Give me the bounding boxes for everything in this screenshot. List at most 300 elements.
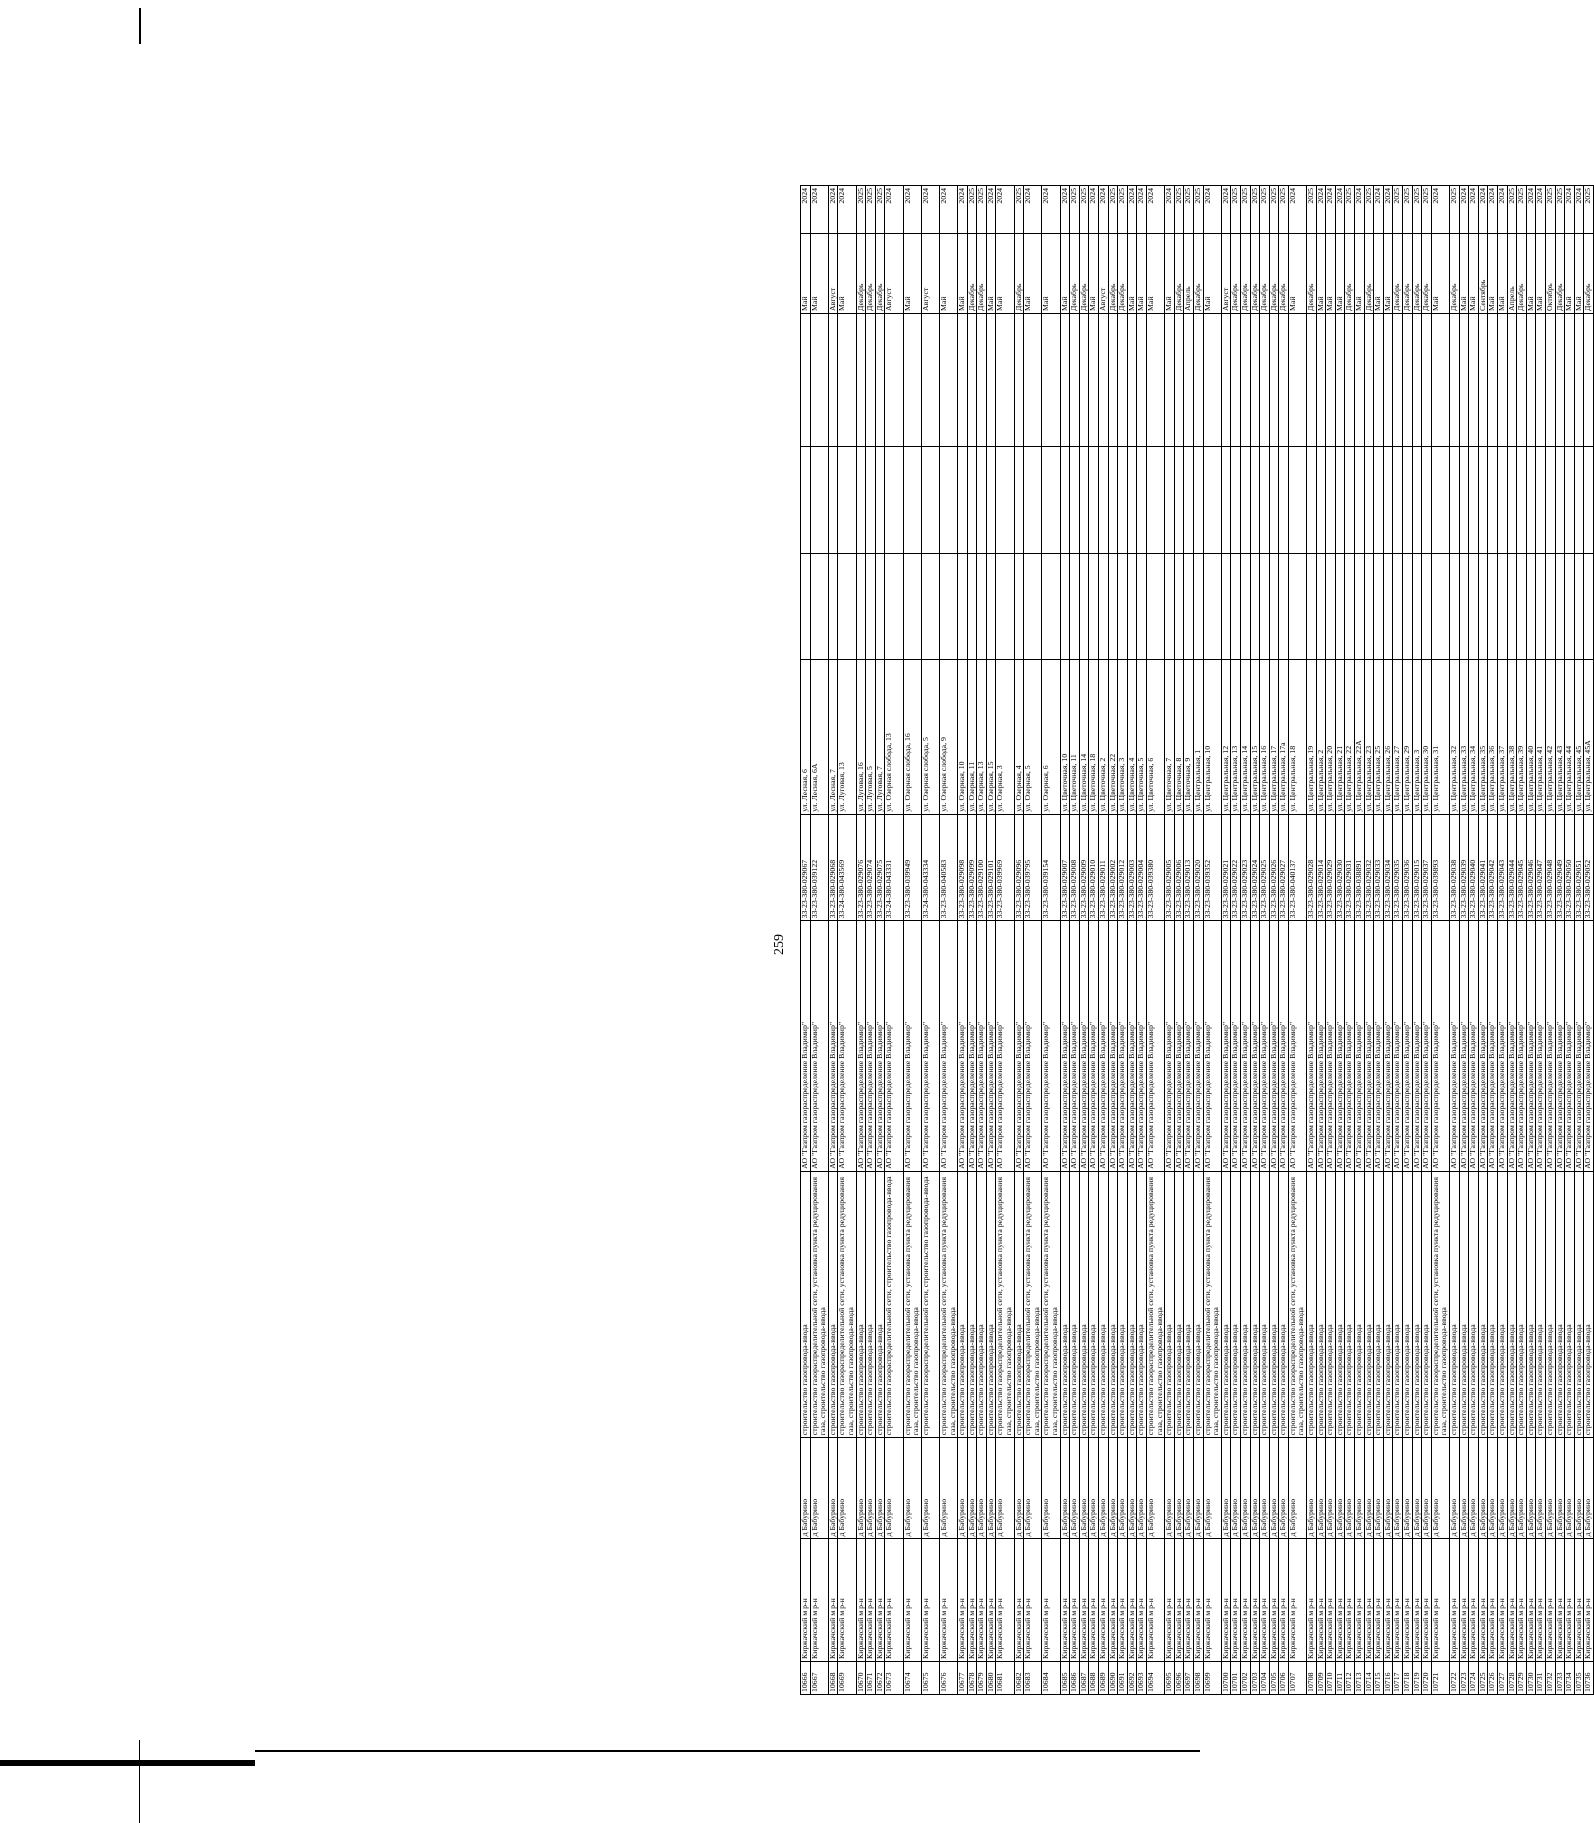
- address-cell: ул. Цветочная, 14: [1079, 660, 1089, 815]
- district-cell: Киржачский м р-н: [939, 1539, 957, 1662]
- year-cell: 2024: [996, 186, 1014, 234]
- row-number-cell: 10693: [1137, 1661, 1147, 1694]
- month-cell: Май: [1383, 234, 1393, 314]
- empty-cell: [1288, 553, 1306, 660]
- work-type-cell: строительство газопровода-ввода: [1507, 1171, 1517, 1437]
- empty-cell: [1383, 447, 1393, 554]
- address-cell: ул. Центральная, 19: [1307, 660, 1317, 815]
- table-row: [967, 186, 977, 1695]
- district-cell: Киржачский м р-н: [1574, 1539, 1584, 1662]
- work-type-cell: строительство газопровода-ввода: [1326, 1171, 1336, 1437]
- work-type-cell: строительство газораспределительной сети, установка пункта редуцирования газа, строительство газопровода-ввода: [939, 1171, 957, 1437]
- year-cell: 2024: [958, 186, 968, 234]
- table-row: [1469, 186, 1479, 1695]
- row-number-cell: 10720: [1422, 1661, 1432, 1694]
- empty-cell: [996, 313, 1014, 446]
- district-cell: Киржачский м р-н: [866, 1539, 876, 1662]
- empty-cell: [1184, 553, 1194, 660]
- year-cell: 2024: [1203, 186, 1221, 234]
- organization-cell: АО "Газпром газораспределение Владимир": [1165, 921, 1175, 1171]
- empty-cell: [1108, 447, 1118, 554]
- locality-cell: д Бабурино: [1536, 1438, 1546, 1539]
- empty-cell: [1412, 313, 1422, 446]
- work-type-cell: строительство газопровода-ввода: [1260, 1171, 1270, 1437]
- row-number-cell: 10713: [1355, 1661, 1365, 1694]
- table-row: [1478, 186, 1488, 1695]
- table-row: [1526, 186, 1536, 1695]
- empty-cell: [1137, 553, 1147, 660]
- year-cell: 2024: [838, 186, 856, 234]
- empty-cell: [1014, 447, 1024, 554]
- table-row: [1203, 186, 1221, 1695]
- year-cell: 2024: [921, 186, 939, 234]
- table-row: [958, 186, 968, 1695]
- empty-cell: [1193, 313, 1203, 446]
- row-number-cell: 10706: [1279, 1661, 1289, 1694]
- row-number-cell: 10670: [856, 1661, 866, 1694]
- month-cell: Май: [1459, 234, 1469, 314]
- table-row: [1184, 186, 1194, 1695]
- district-cell: Киржачский м р-н: [1431, 1539, 1449, 1662]
- empty-cell: [967, 553, 977, 660]
- empty-cell: [1079, 447, 1089, 554]
- row-number-cell: 10730: [1526, 1661, 1536, 1694]
- month-cell: Декабрь: [1118, 234, 1128, 314]
- work-type-cell: строительство газораспределительной сети, установка пункта редуцирования газа, строительство газопровода-ввода: [1288, 1171, 1306, 1437]
- cadastral-number-cell: 33-23-380-029037: [1422, 814, 1432, 921]
- empty-cell: [1089, 553, 1099, 660]
- month-cell: Апрель: [1507, 234, 1517, 314]
- row-number-cell: 10734: [1565, 1661, 1575, 1694]
- empty-cell: [1431, 313, 1449, 446]
- month-cell: Декабрь: [856, 234, 866, 314]
- table-row: [1060, 186, 1070, 1695]
- empty-cell: [1469, 553, 1479, 660]
- organization-cell: АО "Газпром газораспределение Владимир": [1536, 921, 1546, 1171]
- organization-cell: АО "Газпром газораспределение Владимир": [1269, 921, 1279, 1171]
- empty-cell: [1127, 313, 1137, 446]
- address-cell: ул. Центральная, 35: [1478, 660, 1488, 815]
- empty-cell: [1193, 553, 1203, 660]
- scanned-page: [160, 185, 1593, 1695]
- table-row: [1545, 186, 1555, 1695]
- empty-cell: [1488, 313, 1498, 446]
- month-cell: Май: [996, 234, 1014, 314]
- row-number-cell: 10704: [1260, 1661, 1270, 1694]
- empty-cell: [1250, 313, 1260, 446]
- empty-cell: [1355, 553, 1365, 660]
- cadastral-number-cell: 33-24-380-043569: [838, 814, 856, 921]
- empty-cell: [1250, 553, 1260, 660]
- empty-cell: [1497, 313, 1507, 446]
- scan-mark-bottom-right: [255, 1750, 1200, 1752]
- row-number-cell: 10716: [1383, 1661, 1393, 1694]
- empty-cell: [1488, 553, 1498, 660]
- empty-cell: [1403, 553, 1413, 660]
- district-cell: Киржачский м р-н: [1355, 1539, 1365, 1662]
- address-cell: ул. Цветочная, 22: [1108, 660, 1118, 815]
- empty-cell: [1316, 553, 1326, 660]
- empty-cell: [939, 553, 957, 660]
- organization-cell: АО "Газпром газораспределение Владимир": [875, 921, 885, 1171]
- empty-cell: [828, 313, 838, 446]
- work-type-cell: строительство газопровода-ввода: [1565, 1171, 1575, 1437]
- organization-cell: АО "Газпром газораспределение Владимир": [1478, 921, 1488, 1171]
- cadastral-number-cell: 33-23-380-039122: [810, 814, 828, 921]
- organization-cell: АО "Газпром газораспределение Владимир": [1545, 921, 1555, 1171]
- cadastral-number-cell: 33-23-380-029043: [1497, 814, 1507, 921]
- district-cell: Киржачский м р-н: [1127, 1539, 1137, 1662]
- locality-cell: д Бабурино: [1288, 1438, 1306, 1539]
- empty-cell: [986, 447, 996, 554]
- empty-cell: [1108, 553, 1118, 660]
- organization-cell: АО "Газпром газораспределение Владимир": [1137, 921, 1147, 1171]
- organization-cell: АО "Газпром газораспределение Владимир": [1108, 921, 1118, 1171]
- work-type-cell: строительство газопровода-ввода: [1374, 1171, 1384, 1437]
- empty-cell: [1203, 447, 1221, 554]
- table-row: [801, 186, 811, 1695]
- organization-cell: АО "Газпром газораспределение Владимир": [1174, 921, 1184, 1171]
- locality-cell: д Бабурино: [1507, 1438, 1517, 1539]
- organization-cell: АО "Газпром газораспределение Владимир": [801, 921, 811, 1171]
- year-cell: 2025: [1118, 186, 1128, 234]
- year-cell: 2025: [1545, 186, 1555, 234]
- row-number-cell: 10683: [1024, 1661, 1042, 1694]
- cadastral-number-cell: 33-23-380-039795: [1024, 814, 1042, 921]
- empty-cell: [1449, 313, 1459, 446]
- cadastral-number-cell: 33-23-380-029026: [1269, 814, 1279, 921]
- locality-cell: д Бабурино: [828, 1438, 838, 1539]
- organization-cell: АО "Газпром газораспределение Владимир": [1193, 921, 1203, 1171]
- cadastral-number-cell: 33-23-380-029033: [1374, 814, 1384, 921]
- empty-cell: [1269, 553, 1279, 660]
- district-cell: Киржачский м р-н: [1231, 1539, 1241, 1662]
- district-cell: Киржачский м р-н: [1288, 1539, 1306, 1662]
- cadastral-number-cell: 33-23-380-029035: [1393, 814, 1403, 921]
- cadastral-number-cell: 33-23-380-029012: [1118, 814, 1128, 921]
- work-type-cell: строительство газопровода-ввода: [1383, 1171, 1393, 1437]
- empty-cell: [1412, 447, 1422, 554]
- empty-cell: [1374, 313, 1384, 446]
- address-cell: ул. Центральная, 3: [1412, 660, 1422, 815]
- organization-cell: АО "Газпром газораспределение Владимир": [828, 921, 838, 1171]
- month-cell: Декабрь: [1250, 234, 1260, 314]
- cadastral-number-cell: 33-23-380-029101: [986, 814, 996, 921]
- empty-cell: [1269, 313, 1279, 446]
- empty-cell: [1070, 447, 1080, 554]
- district-cell: Киржачский м р-н: [1070, 1539, 1080, 1662]
- cadastral-number-cell: 33-24-380-043331: [885, 814, 903, 921]
- organization-cell: АО "Газпром газораспределение Владимир": [939, 921, 957, 1171]
- district-cell: Киржачский м р-н: [1099, 1539, 1109, 1662]
- district-cell: Киржачский м р-н: [1079, 1539, 1089, 1662]
- year-cell: 2025: [1345, 186, 1355, 234]
- work-type-cell: строительство газопровода-ввода: [1240, 1171, 1250, 1437]
- locality-cell: д Бабурино: [856, 1438, 866, 1539]
- empty-cell: [921, 553, 939, 660]
- district-cell: Киржачский м р-н: [1118, 1539, 1128, 1662]
- table-row: [1042, 186, 1060, 1695]
- locality-cell: д Бабурино: [1070, 1438, 1080, 1539]
- organization-cell: АО "Газпром газораспределение Владимир": [996, 921, 1014, 1171]
- address-cell: ул. Центральная, 25: [1374, 660, 1384, 815]
- month-cell: Май: [1431, 234, 1449, 314]
- year-cell: 2024: [1137, 186, 1147, 234]
- organization-cell: АО "Газпром газораспределение Владимир": [1488, 921, 1498, 1171]
- scan-mark-top: [139, 8, 141, 44]
- locality-cell: д Бабурино: [1108, 1438, 1118, 1539]
- row-number-cell: 10724: [1469, 1661, 1479, 1694]
- year-cell: 2024: [1355, 186, 1365, 234]
- district-cell: Киржачский м р-н: [1307, 1539, 1317, 1662]
- table-row: [810, 186, 828, 1695]
- locality-cell: д Бабурино: [1203, 1438, 1221, 1539]
- locality-cell: д Бабурино: [958, 1438, 968, 1539]
- row-number-cell: 10722: [1449, 1661, 1459, 1694]
- work-type-cell: строительство газопровода-ввода: [1118, 1171, 1128, 1437]
- cadastral-number-cell: 33-23-380-029048: [1545, 814, 1555, 921]
- table-row: [1364, 186, 1374, 1695]
- district-cell: Киржачский м р-н: [1526, 1539, 1536, 1662]
- empty-cell: [1260, 553, 1270, 660]
- empty-cell: [1279, 313, 1289, 446]
- organization-cell: АО "Газпром газораспределение Владимир": [1374, 921, 1384, 1171]
- year-cell: 2024: [1165, 186, 1175, 234]
- organization-cell: АО "Газпром газораспределение Владимир": [1279, 921, 1289, 1171]
- district-cell: Киржачский м р-н: [1449, 1539, 1459, 1662]
- row-number-cell: 10694: [1146, 1661, 1164, 1694]
- district-cell: Киржачский м р-н: [1203, 1539, 1221, 1662]
- cadastral-number-cell: 33-23-380-029036: [1403, 814, 1413, 921]
- empty-cell: [1459, 447, 1469, 554]
- organization-cell: АО "Газпром газораспределение Владимир": [1042, 921, 1060, 1171]
- year-cell: 2025: [1250, 186, 1260, 234]
- month-cell: Декабрь: [1174, 234, 1184, 314]
- cadastral-number-cell: 33-23-380-029040: [1469, 814, 1479, 921]
- cadastral-number-cell: 33-23-380-039949: [903, 814, 921, 921]
- district-cell: Киржачский м р-н: [1240, 1539, 1250, 1662]
- organization-cell: АО "Газпром газораспределение Владимир": [1526, 921, 1536, 1171]
- month-cell: Май: [801, 234, 811, 314]
- locality-cell: д Бабурино: [801, 1438, 811, 1539]
- work-type-cell: строительство газопровода-ввода: [1269, 1171, 1279, 1437]
- district-cell: Киржачский м р-н: [958, 1539, 968, 1662]
- work-type-cell: строительство газопровода-ввода: [1545, 1171, 1555, 1437]
- address-cell: ул. Озерная слобода, 9: [939, 660, 957, 815]
- month-cell: Май: [1146, 234, 1164, 314]
- row-number-cell: 10727: [1497, 1661, 1507, 1694]
- organization-cell: АО "Газпром газораспределение Владимир": [1250, 921, 1260, 1171]
- row-number-cell: 10717: [1393, 1661, 1403, 1694]
- district-cell: Киржачский м р-н: [885, 1539, 903, 1662]
- table-row: [986, 186, 996, 1695]
- row-number-cell: 10667: [810, 1661, 828, 1694]
- empty-cell: [810, 313, 828, 446]
- district-cell: Киржачский м р-н: [903, 1539, 921, 1662]
- empty-cell: [1574, 553, 1584, 660]
- work-type-cell: строительство газопровода-ввода: [1231, 1171, 1241, 1437]
- cadastral-number-cell: 33-23-380-029050: [1565, 814, 1575, 921]
- cadastral-number-cell: 33-23-380-029013: [1184, 814, 1194, 921]
- empty-cell: [1459, 313, 1469, 446]
- work-type-cell: строительство газопровода-ввода: [1478, 1171, 1488, 1437]
- year-cell: 2024: [1060, 186, 1070, 234]
- table-row: [1536, 186, 1546, 1695]
- empty-cell: [875, 447, 885, 554]
- empty-cell: [1307, 447, 1317, 554]
- table-row: [1345, 186, 1355, 1695]
- month-cell: Май: [1488, 234, 1498, 314]
- empty-cell: [1526, 447, 1536, 554]
- empty-cell: [1024, 313, 1042, 446]
- address-cell: ул. Центральная, 33: [1459, 660, 1469, 815]
- cadastral-number-cell: 33-23-380-029023: [1240, 814, 1250, 921]
- work-type-cell: строительство газопровода-ввода: [1014, 1171, 1024, 1437]
- locality-cell: д Бабурино: [1326, 1438, 1336, 1539]
- district-cell: Киржачский м р-н: [1326, 1539, 1336, 1662]
- month-cell: Май: [1165, 234, 1175, 314]
- empty-cell: [996, 553, 1014, 660]
- empty-cell: [1488, 447, 1498, 554]
- empty-cell: [967, 447, 977, 554]
- empty-cell: [1060, 447, 1070, 554]
- month-cell: Декабрь: [1422, 234, 1432, 314]
- month-cell: Декабрь: [1403, 234, 1413, 314]
- address-cell: ул. Цветочная, 7: [1165, 660, 1175, 815]
- organization-cell: АО "Газпром газораспределение Владимир": [1231, 921, 1241, 1171]
- district-cell: Киржачский м р-н: [801, 1539, 811, 1662]
- row-number-cell: 10685: [1060, 1661, 1070, 1694]
- work-type-cell: строительство газопровода-ввода: [1459, 1171, 1469, 1437]
- empty-cell: [1584, 553, 1594, 660]
- month-cell: Декабрь: [1449, 234, 1459, 314]
- month-cell: Декабрь: [1260, 234, 1270, 314]
- address-cell: ул. Центральная, 22: [1345, 660, 1355, 815]
- row-number-cell: 10688: [1089, 1661, 1099, 1694]
- work-type-cell: строительство газопровода-ввода: [1526, 1171, 1536, 1437]
- year-cell: 2025: [1584, 186, 1594, 234]
- month-cell: Декабрь: [1070, 234, 1080, 314]
- work-type-cell: строительство газораспределительной сети, установка пункта редуцирования газа, строительство газопровода-ввода: [838, 1171, 856, 1437]
- empty-cell: [1403, 313, 1413, 446]
- month-cell: Декабрь: [977, 234, 987, 314]
- empty-cell: [1449, 553, 1459, 660]
- empty-cell: [1422, 553, 1432, 660]
- address-cell: ул. Центральная, 45: [1574, 660, 1584, 815]
- empty-cell: [838, 313, 856, 446]
- year-cell: 2024: [1565, 186, 1575, 234]
- empty-cell: [801, 313, 811, 446]
- table-row: [977, 186, 987, 1695]
- empty-cell: [1165, 447, 1175, 554]
- table-row: [1565, 186, 1575, 1695]
- cadastral-number-cell: 33-23-380-029039: [1459, 814, 1469, 921]
- row-number-cell: 10726: [1488, 1661, 1498, 1694]
- month-cell: Май: [903, 234, 921, 314]
- row-number-cell: 10689: [1099, 1661, 1109, 1694]
- year-cell: 2024: [1497, 186, 1507, 234]
- cadastral-number-cell: 33-23-380-029049: [1555, 814, 1565, 921]
- address-cell: ул. Центральная, 41: [1536, 660, 1546, 815]
- month-cell: Декабрь: [1279, 234, 1289, 314]
- cadastral-number-cell: 33-23-380-039969: [996, 814, 1014, 921]
- organization-cell: АО "Газпром газораспределение Владимир": [1565, 921, 1575, 1171]
- year-cell: 2024: [1316, 186, 1326, 234]
- organization-cell: АО "Газпром газораспределение Владимир": [1469, 921, 1479, 1171]
- organization-cell: АО "Газпром газораспределение Владимир": [1497, 921, 1507, 1171]
- year-cell: 2025: [1307, 186, 1317, 234]
- empty-cell: [875, 313, 885, 446]
- district-cell: Киржачский м р-н: [1137, 1539, 1147, 1662]
- address-cell: ул. Луговая, 16: [856, 660, 866, 815]
- organization-cell: АО "Газпром газораспределение Владимир": [958, 921, 968, 1171]
- empty-cell: [1118, 447, 1128, 554]
- district-cell: Киржачский м р-н: [838, 1539, 856, 1662]
- address-cell: ул. Лесная, 7: [828, 660, 838, 815]
- empty-cell: [1364, 447, 1374, 554]
- month-cell: Декабрь: [1393, 234, 1403, 314]
- empty-cell: [1536, 447, 1546, 554]
- work-type-cell: строительство газораспределительной сети, установка пункта редуцирования газа, строительство газопровода-ввода: [1146, 1171, 1164, 1437]
- empty-cell: [1393, 553, 1403, 660]
- cadastral-number-cell: 33-23-380-029044: [1507, 814, 1517, 921]
- address-cell: ул. Цветочная, 6: [1146, 660, 1164, 815]
- table-row: [838, 186, 856, 1695]
- year-cell: 2024: [810, 186, 828, 234]
- locality-cell: д Бабурино: [838, 1438, 856, 1539]
- cadastral-number-cell: 33-23-380-029051: [1574, 814, 1584, 921]
- empty-cell: [1307, 313, 1317, 446]
- month-cell: Август: [828, 234, 838, 314]
- year-cell: 2025: [1260, 186, 1270, 234]
- table-row: [885, 186, 903, 1695]
- row-number-cell: 10700: [1221, 1661, 1231, 1694]
- empty-cell: [939, 447, 957, 554]
- work-type-cell: строительство газопровода-ввода: [1127, 1171, 1137, 1437]
- district-cell: Киржачский м р-н: [1412, 1539, 1422, 1662]
- work-type-cell: строительство газопровода-ввода: [1488, 1171, 1498, 1437]
- year-cell: 2024: [1099, 186, 1109, 234]
- empty-cell: [1279, 447, 1289, 554]
- empty-cell: [1517, 447, 1527, 554]
- year-cell: 2025: [1517, 186, 1527, 234]
- empty-cell: [1184, 313, 1194, 446]
- empty-cell: [838, 553, 856, 660]
- year-cell: 2024: [939, 186, 957, 234]
- row-number-cell: 10710: [1326, 1661, 1336, 1694]
- table-row: [1288, 186, 1306, 1695]
- empty-cell: [866, 313, 876, 446]
- work-type-cell: строительство газораспределительной сети, установка пункта редуцирования газа, строительство газопровода-ввода: [1042, 1171, 1060, 1437]
- address-cell: ул. Центральная, 31: [1431, 660, 1449, 815]
- district-cell: Киржачский м р-н: [1374, 1539, 1384, 1662]
- cadastral-number-cell: 33-23-380-029096: [1014, 814, 1024, 921]
- row-number-cell: 10680: [986, 1661, 996, 1694]
- organization-cell: АО "Газпром газораспределение Владимир": [1307, 921, 1317, 1171]
- month-cell: Май: [1137, 234, 1147, 314]
- row-number-cell: 10718: [1403, 1661, 1413, 1694]
- year-cell: 2024: [1042, 186, 1060, 234]
- address-cell: ул. Цветочная, 18: [1089, 660, 1099, 815]
- work-type-cell: строительство газопровода-ввода: [1345, 1171, 1355, 1437]
- row-number-cell: 10673: [885, 1661, 903, 1694]
- work-type-cell: строительство газораспределительной сети, строительство газопровода-ввода: [885, 1171, 903, 1437]
- cadastral-number-cell: 33-23-380-029004: [1137, 814, 1147, 921]
- table-row: [1240, 186, 1250, 1695]
- month-cell: Май: [1127, 234, 1137, 314]
- district-cell: Киржачский м р-н: [1383, 1539, 1393, 1662]
- row-number-cell: 10671: [866, 1661, 876, 1694]
